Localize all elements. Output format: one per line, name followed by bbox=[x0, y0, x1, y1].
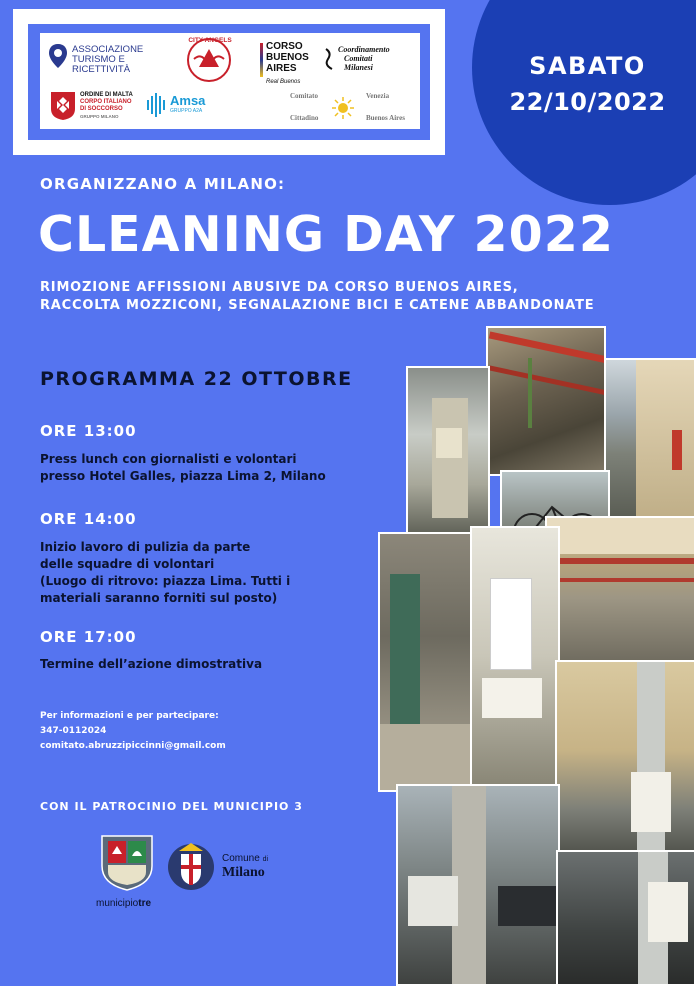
coordinamento-line1: Coordinamento bbox=[338, 45, 390, 54]
logo-city-angels bbox=[186, 37, 232, 88]
subtitle-line-2: RACCOLTA MOZZICONI, SEGNALAZIONE BICI E CATENE ABBANDONATE bbox=[40, 298, 595, 313]
schedule-desc-2 bbox=[40, 539, 290, 607]
maltese-cross-icon bbox=[50, 91, 76, 121]
amsa-bars-icon bbox=[146, 92, 166, 118]
event-day: SABATO bbox=[529, 52, 646, 80]
schedule-desc-3 bbox=[40, 656, 262, 673]
info-heading: Per informazioni e per partecipare: bbox=[40, 711, 219, 721]
schedule-2-line-3: (Luogo di ritrovo: piazza Lima. Tutti i bbox=[40, 574, 291, 588]
info-block bbox=[40, 709, 226, 754]
info-phone: 347-0112024 bbox=[40, 726, 107, 736]
photo-street-sidewalk bbox=[604, 358, 696, 518]
figure-icon bbox=[322, 47, 336, 71]
subtitle-line-1: RIMOZIONE AFFISSIONI ABUSIVE DA CORSO BUENOS AIRES, bbox=[40, 280, 519, 295]
amsa-subtitle: GRUPPO A2A bbox=[170, 108, 203, 114]
milano-crest-icon bbox=[166, 840, 216, 892]
corso-subtitle: Real Buenos bbox=[266, 79, 301, 85]
comune-line1: Comune bbox=[222, 853, 260, 864]
photo-street-cars bbox=[396, 784, 560, 986]
schedule-1-line-2: presso Hotel Galles, piazza Lima 2, Milano bbox=[40, 469, 326, 483]
page-title: CLEANING DAY 2022 bbox=[38, 206, 614, 263]
schedule-desc-1 bbox=[40, 451, 326, 485]
photo-flyer-pole bbox=[470, 526, 560, 786]
sun-icon bbox=[332, 97, 354, 119]
coordinamento-line2: Comitati bbox=[344, 54, 373, 63]
schedule-2-line-4: materiali saranno forniti sul posto) bbox=[40, 591, 278, 605]
comitato-word1: Comitato bbox=[290, 92, 318, 100]
malta-subtitle: GRUPPO MILANO bbox=[80, 114, 119, 119]
municipio-shield-icon bbox=[100, 832, 154, 892]
map-pin-icon bbox=[48, 43, 68, 69]
schedule-time-2: ORE 14:00 bbox=[40, 510, 137, 528]
schedule-time-3: ORE 17:00 bbox=[40, 628, 137, 646]
city-angels-label: CITY ANGELS bbox=[188, 37, 232, 44]
comitato-word3: Cittadino bbox=[290, 114, 319, 122]
coordinamento-line3: Milanesi bbox=[344, 63, 373, 72]
schedule-2-line-2: delle squadre di volontari bbox=[40, 557, 215, 571]
logo-comune-milano bbox=[166, 840, 286, 890]
photo-parked-car bbox=[556, 850, 696, 986]
schedule-time-1: ORE 13:00 bbox=[40, 422, 137, 440]
comune-line2: Milano bbox=[222, 865, 265, 880]
corso-line2: BUENOS bbox=[266, 52, 309, 63]
logo-comitato bbox=[290, 91, 420, 127]
associazione-line3: RICETTIVITÀ bbox=[72, 63, 131, 75]
malta-line3: DI SOCCORSO bbox=[80, 106, 123, 112]
associazione-line2: TURISMO E bbox=[72, 53, 125, 65]
photo-poster-pole bbox=[406, 366, 490, 536]
photo-rack-square bbox=[545, 516, 696, 666]
comitato-word4: Buenos Aires bbox=[366, 114, 405, 122]
amsa-label: Amsa bbox=[170, 93, 206, 108]
malta-line2: CORPO ITALIANO bbox=[80, 99, 132, 105]
photo-bollard-chain bbox=[486, 326, 606, 476]
municipio-prefix: municipio bbox=[96, 898, 139, 909]
info-email: comitato.abruzzipiccinni@gmail.com bbox=[40, 741, 226, 751]
schedule-2-line-1: Inizio lavoro di pulizia da parte bbox=[40, 540, 251, 554]
comitato-word2: Venezia bbox=[366, 92, 390, 100]
malta-line1: ORDINE DI MALTA bbox=[80, 92, 133, 98]
associazione-line1: ASSOCIAZIONE bbox=[72, 44, 144, 55]
schedule-3-line-1: Termine dell’azione dimostrativa bbox=[40, 657, 263, 671]
corso-line1: CORSO bbox=[266, 41, 303, 52]
patrocinio-heading: CON IL PATROCINIO DEL MUNICIPIO 3 bbox=[40, 800, 303, 813]
schedule-1-line-1: Press lunch con giornalisti e volontari bbox=[40, 452, 297, 466]
comune-line1-small: di bbox=[262, 856, 269, 863]
corso-line3: AIRES bbox=[266, 63, 297, 74]
programma-heading: PROGRAMMA 22 OTTOBRE bbox=[40, 368, 353, 390]
photo-building-pole bbox=[555, 660, 696, 860]
sponsor-logos bbox=[40, 33, 420, 129]
municipio-suffix: tre bbox=[138, 898, 152, 909]
event-date: 22/10/2022 bbox=[509, 88, 666, 116]
organize-heading: ORGANIZZANO A MILANO: bbox=[40, 175, 286, 193]
